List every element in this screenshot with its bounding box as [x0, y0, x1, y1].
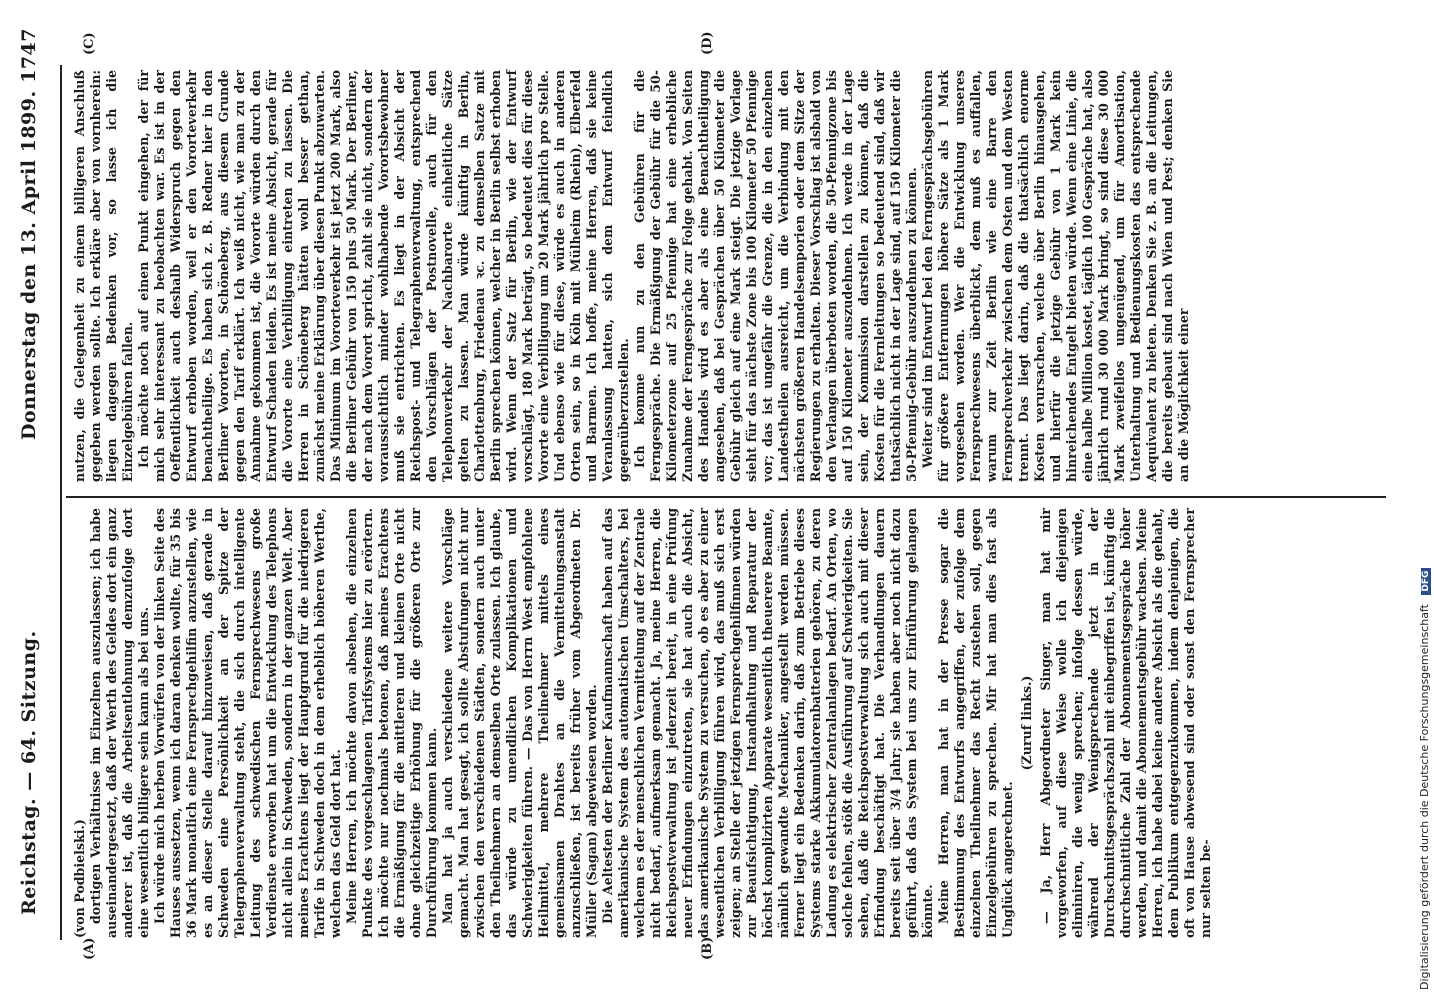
paragraph: Meine Herren, ich möchte davon absehen, die einzelnen Punkte des vorgeschlagenen Tarifsystems hier zu erörtern. Ich möchte nur nochmals betonen, daß meines Erachtens die Ermäßigung für die mittleren und kleinen Orte nicht ohne gleichzeitige Erhöhung für die größeren Orte zur Durchführung kommen kann.: [344, 508, 439, 938]
left-column: [72, 508, 1214, 938]
paragraph: dortigen Verhältnisse im Einzelnen auszulassen; ich habe auseinandergesetzt, daß der Werth des Geldes dort ein ganz anderer ist, daß die Arbeitsentlohnung demzufolge dort eine wesentlich billigere sein kann als bei uns.: [88, 508, 151, 938]
margin-marker-c: (C): [82, 32, 97, 55]
digitization-footer: [1418, 30, 1434, 990]
paragraph: Ich möchte noch auf einen Punkt eingehen, der für mich sehr interessant zu beobachten war. Es ist in der Oeffentlichkeit auch deshalb Widerspruch gegen den Entwurf erhoben worden, weil er den Vororteverkehr benachtheilige. Es haben sich z. B. Redner hier in den Berliner Vororten, in Schöneberg, aus diesem Grunde gegen den Tarif erklärt. Ich weiß nicht, wie man zu der Annahme gekommen ist, die Vororte würden durch den Entwurf Schaden leiden. Es ist meine Absicht, gerade für die Vororte eine Verbilligung eintreten zu lassen. Die Herren in Schöneberg hätten wohl besser gethan, zunächst meine Erklärung über diesen Punkt abzuwarten. Das Minimum im Vororteverkehr ist jetzt 200 Mark, also die Berliner Gebühr von 150 plus 50 Mark. Der Berliner, der nach dem Vorort spricht, zahlt sie nicht, sondern der voraussichtlich minder wohlhabende Vorortsbewohner muß sie entrichten. Es liegt in der Absicht der Reichspost- und Telegraphenverwaltung, entsprechend den Vorschlägen der Postnovelle, auch für den Telephonverkehr der Nachbarorte einheitliche Sätze gelten zu lassen. Man würde künftig in Berlin, Charlottenburg, Friedenau ꝛc. zu demselben Satze mit Berlin sprechen können, welcher in Berlin selbst erhoben wird. Wenn der Satz für Berlin, wie der Entwurf vorschlägt, 180 Mark beträgt, so bedeutet dies für diese Vororte eine Verbilligung um 20 Mark jährlich pro Stelle. Und ebenso wie für diese, würde es auch in anderen Orten sein, so in Köln mit Mülheim (Rhein), Elberfeld und Barmen. Ich hoffe, meine Herren, daß sie keine Veranlassung hatten, sich dem Entwurf feindlich gegenüberzustellen.: [136, 70, 631, 482]
paragraph: Ich würde mich herben Vorwürfen von der linken Seite des Hauses aussetzen, wenn ich daran denken wollte, für 35 bis 36 Mark monatlich eine Fernsprechgehilfin anzustellen, wie es an dieser Stelle darauf hinzuweisen, daß gerade in Schweden eine Persönlichkeit an der Spitze der Telegraphenverwaltung steht, die sich durch intelligente Leitung des schwedischen Fernsprechwesens große Verdienste erworben hat um die Entwicklung des Telephons nicht allein in Schweden, sondern in der ganzen Welt. Aber meines Erachtens liegt der Hauptgrund für die niedrigeren Tarife in Schweden doch in dem erheblich höheren Werthe, welchen das Geld dort hat.: [152, 508, 343, 938]
margin-marker-d: (D): [700, 31, 715, 55]
margin-marker-a: (A): [82, 937, 97, 960]
paragraph: — Ja, Herr Abgeordneter Singer, man hat mir vorgeworfen, auf diese Weise wolle ich diejenigen eliminiren, die wenig sprechen; infolge dessen würde, während der Wenigsprechende jetzt in der Durchschnittsgesprächszahl mit einbegriffen ist, künftig die durchschnittliche Zahl der Abonnementsgespräche höher werden, und damit die Abonnementsgebühr wachsen. Meine Herren, ich habe dabei keine andere Absicht als die gehabt, dem Publikum entgegenzukommen, indem denjenigen, die oft von Hause abwesend sind oder sonst den Fernsprecher nur selten be-: [1038, 508, 1213, 938]
right-column: [72, 70, 1192, 482]
header-left: Reichstag. — 64. Sitzung.: [18, 630, 40, 915]
footer-credit: Digitalisierung gefördert durch die Deutsche Forschungsgemeinschaft: [1418, 604, 1431, 990]
speaker-label: (von Podbielski.): [72, 819, 87, 938]
paragraph: Man hat ja auch verschiedene weitere Vorschläge gemacht. Man hat gesagt, ich sollte Abstufungen nicht nur zwischen den verschiedenen Städten, sondern auch unter den Theilnehmern an demselben Orte zulassen. Ich glaube, das würde zu unendlichen Komplikationen und Schwierigkeiten führen. — Das von Herrn West empfohlene Heilmittel, mehrere Theilnehmer mittels eines gemeinsamen Drahtes an die Vermittelungsanstalt anzuschließen, ist bereits früher vom Abgeordneten Dr. Müller (Sagan) abgewiesen worden.: [440, 508, 599, 938]
header-date: Donnerstag den 13. April 1899.: [18, 90, 40, 440]
margin-marker-b: (B): [700, 936, 715, 960]
paragraph: Die Aeltesten der Berliner Kaufmannschaft haben auf das amerikanische System des automatischen Umschalters, bei welchem es der menschlichen Vermittelung auf der Zentrale nicht bedarf, aufmerksam gemacht. Ja, meine Herren, die Reichspostverwaltung ist jederzeit bereit, in eine Prüfung neuer Erfindungen einzutreten, sie hat auch die Absicht, das amerikanische System zu versuchen, ob es aber zu einer wesentlichen Verbilligung führen wird, das muß sich erst zeigen; an Stelle der jetzigen Fernsprechgehilfinnen würden zur Beaufsichtigung, Instandhaltung und Reparatur der höchst komplizirten Apparate wesentlich theuerere Beamte, nämlich gewandte Mechaniker, angestellt werden müssen. Ferner liegt ein Bedenken darin, daß zum Betriebe dieses Systems starke Akkumulatorenbatterien gehören, zu deren Ladung es elektrischer Zentralanlagen bedarf. An Orten, wo solche fehlen, stößt die Ausführung auf Schwierigkeiten. Sie sehen, daß die Reichspostverwaltung sich auch mit dieser Erfindung beschäftigt hat. Die Verhandlungen dauern bereits seit über 3/4 Jahr; sie haben aber noch nicht dazu geführt, daß das System bei uns zur Einführung gelangen könnte.: [600, 508, 935, 938]
page-header: [18, 0, 58, 1000]
paragraph: Meine Herren, man hat in der Presse sogar die Bestimmung des Entwurfs angegriffen, der zufolge dem einzelnen Theilnehmer das Recht zustehen soll, gegen Einzelgebühren zu sprechen. Mir hat man dies fast als Unglück angerechnet.: [936, 508, 1015, 938]
paragraph: nutzen, die Gelegenheit zu einem billigeren Anschluß gegeben werden sollte. Ich erkläre aber von vornherein: liegen dagegen Bedenken vor, so lasse ich die Einzelgebühren fallen.: [72, 70, 135, 482]
paragraph: Ich komme nun zu den Gebühren für die Ferngespräche. Die Ermäßigung der Gebühr für die 50-Kilometerzone auf 25 Pfennige hat eine erhebliche Zunahme der Ferngespräche zur Folge gehabt. Von Seiten des Handels wird es aber als eine Benachtheiligung angesehen, daß bei Gesprächen über 50 Kilometer die Gebühr gleich auf eine Mark steigt. Die jetzige Vorlage sieht für das nächste Zone bis 100 Kilometer 50 Pfennige vor; das ist ungefähr die Grenze, die in den einzelnen Landestheilen ausreicht, um die Verbindung mit den nächsten größeren Handelsemporien oder dem Sitze der Regierungen zu erhalten. Dieser Vorschlag ist alsbald von den Verlangen überboten worden, die 50-Pfennigzone bis auf 150 Kilometer auszudehnen. Ich werde in der Lage sein, der Kommission darstellen zu können, daß die Kosten für die Fernleitungen so bedeutend sind, daß wir thatsächlich nicht in der Lage sind, auf 150 Kilometer die 50-Pfennig-Gebühr auszudehnen zu können.: [632, 70, 919, 482]
column-divider: [66, 496, 1386, 498]
dfg-logo: DFG: [1421, 568, 1431, 595]
page-number: 1747: [18, 28, 40, 83]
paragraph: Weiter sind im Entwurf bei den Ferngesprächsgebühren für größere Entfernungen höhere Sätze als 1 Mark vorgesehen worden. Wer die Entwicklung unseres Fernsprechwesens überblickt, dem muß es auffallen, warum zur Zeit Berlin wie eine Barre den Fernsprechverkehr zwischen dem Osten und dem Westen trennt. Das liegt darin, daß die thatsächlich enorme Kosten verursachen, welche über Berlin hinausgehen, und hierfür die jetzige Gebühr von 1 Mark kein hinreichendes Entgelt bieten würde. Wenn eine Linie, die eine halbe Million kostet, täglich 100 Gespräche hat, also jährlich rund 30 000 Mark bringt, so sind diese 30 000 Mark zweifellos ungenügend, um für Amortisation, Unterhaltung und Bedienungskosten das entsprechende Aequivalent zu bieten. Denken Sie z. B. an die Leitungen, die bereits gebaut sind nach Wien und Pest; denken Sie an die Möglichkeit einer: [920, 70, 1191, 482]
interjection: (Zuruf links.): [1019, 675, 1034, 771]
header-rule: [60, 65, 62, 940]
footer-text: [1418, 30, 1434, 990]
